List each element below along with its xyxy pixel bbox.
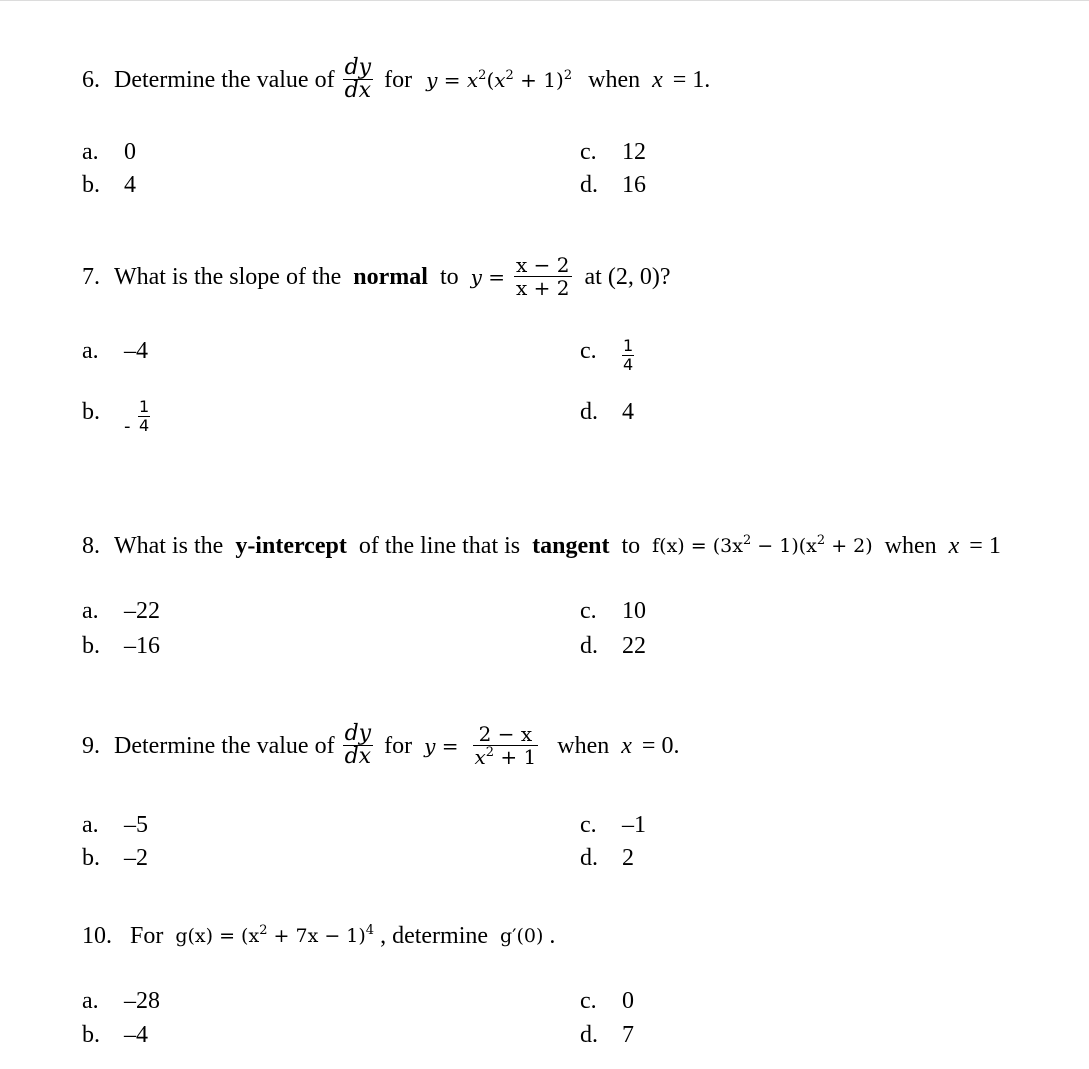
question-number: 9. <box>82 732 100 759</box>
option-label: b. <box>82 633 100 659</box>
question-text: Determine the value of <box>114 732 335 759</box>
condition-var: x <box>621 732 632 759</box>
exponent: 2 <box>485 745 495 760</box>
question-number: 10. <box>82 923 112 950</box>
fraction-numerator: dy <box>344 55 372 80</box>
condition-value: = 1 <box>969 533 1001 560</box>
question-text: to <box>621 533 641 560</box>
function-equation <box>652 532 873 560</box>
option-value: 12 <box>622 139 646 165</box>
fraction-denominator: dx <box>344 744 372 769</box>
question-text: What is the slope of the <box>114 263 342 290</box>
equation-part: + 1) <box>520 67 564 92</box>
question-number: 7. <box>82 263 100 290</box>
question-text: for <box>384 732 413 759</box>
exponent: 2 <box>816 533 826 549</box>
equation-lhs: y = <box>470 264 506 289</box>
option-value: 22 <box>622 633 646 659</box>
fraction-numerator: dy <box>344 721 372 746</box>
option-a[interactable] <box>82 811 148 839</box>
bold-term: tangent <box>532 533 610 560</box>
bold-term: y-intercept <box>235 533 347 560</box>
option-c[interactable] <box>580 811 646 839</box>
option-value: 16 <box>622 172 646 198</box>
option-d[interactable] <box>580 844 634 872</box>
equation-var: x <box>474 745 486 769</box>
question-9 <box>82 723 679 768</box>
option-value: 2 <box>622 845 634 871</box>
option-label: c. <box>580 988 597 1014</box>
option-label: c. <box>580 812 597 838</box>
option-label: d. <box>580 633 598 659</box>
option-d[interactable] <box>580 1021 634 1049</box>
option-sign: - <box>124 416 131 437</box>
option-a[interactable] <box>82 597 160 625</box>
fraction-numerator: x − 2 <box>516 253 570 277</box>
equation-part: ( <box>486 67 495 92</box>
fraction-denominator: 4 <box>623 355 634 374</box>
option-d[interactable] <box>580 171 646 199</box>
exponent: 2 <box>505 67 514 83</box>
option-label: b. <box>82 172 100 198</box>
equation-part: f(x) = (3x <box>652 535 743 558</box>
option-label: a. <box>82 139 99 165</box>
exponent: 4 <box>365 923 375 939</box>
option-label: b. <box>82 845 100 871</box>
option-d[interactable] <box>580 632 646 660</box>
option-label: c. <box>580 338 597 364</box>
equation <box>426 66 572 94</box>
option-label: a. <box>82 812 99 838</box>
equation-var: y <box>426 67 438 92</box>
question-8 <box>82 531 1001 560</box>
equation-part: + 2) <box>831 535 873 558</box>
option-b[interactable] <box>82 844 148 872</box>
exponent: 2 <box>742 533 752 549</box>
option-value: 0 <box>124 139 136 165</box>
fraction-numerator: 1 <box>139 397 150 416</box>
question-text: , determine <box>380 923 489 950</box>
question-text: when <box>588 66 641 93</box>
option-value: 7 <box>622 1022 634 1048</box>
fraction-denominator: dx <box>344 78 372 103</box>
bold-term: normal <box>353 263 428 290</box>
option-a[interactable] <box>82 138 136 166</box>
option-value: 10 <box>622 598 646 624</box>
function-equation <box>175 922 374 950</box>
question-text: . <box>549 923 556 950</box>
equation-part: + 7x − 1) <box>273 925 366 948</box>
equation-part: + 1 <box>500 745 537 769</box>
option-label: d. <box>580 845 598 871</box>
question-number: 8. <box>82 533 100 560</box>
option-c[interactable] <box>580 138 646 166</box>
option-a[interactable] <box>82 337 148 365</box>
question-text: when <box>557 732 610 759</box>
equation-part: g(x) = (x <box>175 925 260 948</box>
question-text: of the line that is <box>358 533 521 560</box>
option-value: –4 <box>124 1022 148 1048</box>
question-text: when <box>884 533 937 560</box>
option-fraction <box>622 337 634 374</box>
question-text: at (2, 0)? <box>584 263 671 290</box>
fraction-numerator: 2 − x <box>473 723 539 746</box>
option-label: a. <box>82 338 99 364</box>
condition-value: = 1. <box>672 66 711 93</box>
question-10 <box>82 921 555 950</box>
option-c[interactable] <box>580 597 646 625</box>
equation-var: x <box>494 67 506 92</box>
question-6 <box>82 57 710 102</box>
option-value: 4 <box>124 172 136 198</box>
option-b[interactable] <box>82 171 136 199</box>
option-label: d. <box>580 1022 598 1048</box>
function-fraction <box>514 254 571 299</box>
derivative-fraction <box>343 57 374 102</box>
fraction-numerator: 1 <box>623 336 634 355</box>
fraction-denominator <box>473 746 539 768</box>
option-label: b. <box>82 1022 100 1048</box>
question-text: Determine the value of <box>114 66 335 93</box>
option-label: a. <box>82 598 99 624</box>
option-value: –28 <box>124 988 160 1014</box>
derivative-expression: g′(0) <box>500 925 544 948</box>
function-fraction <box>473 723 539 768</box>
top-border <box>0 0 1089 1</box>
option-value: –4 <box>124 338 148 364</box>
fraction-denominator: 4 <box>139 416 150 435</box>
option-value: –22 <box>124 598 160 624</box>
option-value: 4 <box>622 399 634 425</box>
option-label: c. <box>580 139 597 165</box>
equation-part: = <box>443 67 461 92</box>
equation-var: x <box>466 67 479 92</box>
option-label: c. <box>580 598 597 624</box>
option-d[interactable] <box>580 398 634 426</box>
option-b[interactable] <box>82 1021 148 1049</box>
question-text: to <box>439 263 459 290</box>
option-value: –2 <box>124 845 148 871</box>
option-value: –5 <box>124 812 148 838</box>
exponent: 2 <box>563 67 573 83</box>
option-value: –1 <box>622 812 646 838</box>
condition-value: = 0. <box>641 732 680 759</box>
option-a[interactable] <box>82 987 160 1015</box>
option-label: d. <box>580 172 598 198</box>
condition-var: x <box>652 66 663 93</box>
option-value: –16 <box>124 633 160 659</box>
question-7 <box>82 254 671 299</box>
exponent: 2 <box>478 67 487 83</box>
option-value: 0 <box>622 988 634 1014</box>
option-b[interactable] <box>82 632 160 660</box>
option-c[interactable] <box>580 987 634 1015</box>
condition-var: x <box>948 533 960 560</box>
question-text: for <box>384 66 413 93</box>
equation-part: − 1)(x <box>757 535 817 558</box>
option-label: b. <box>82 399 100 425</box>
question-text: What is the <box>114 533 224 560</box>
option-label: a. <box>82 988 99 1014</box>
question-text: For <box>130 923 164 950</box>
derivative-fraction <box>343 723 374 768</box>
exponent: 2 <box>259 923 268 939</box>
option-label: d. <box>580 399 598 425</box>
fraction-denominator: x + 2 <box>516 276 570 300</box>
question-number: 6. <box>82 66 100 93</box>
equation-lhs: y = <box>424 733 459 758</box>
option-fraction <box>138 398 150 435</box>
